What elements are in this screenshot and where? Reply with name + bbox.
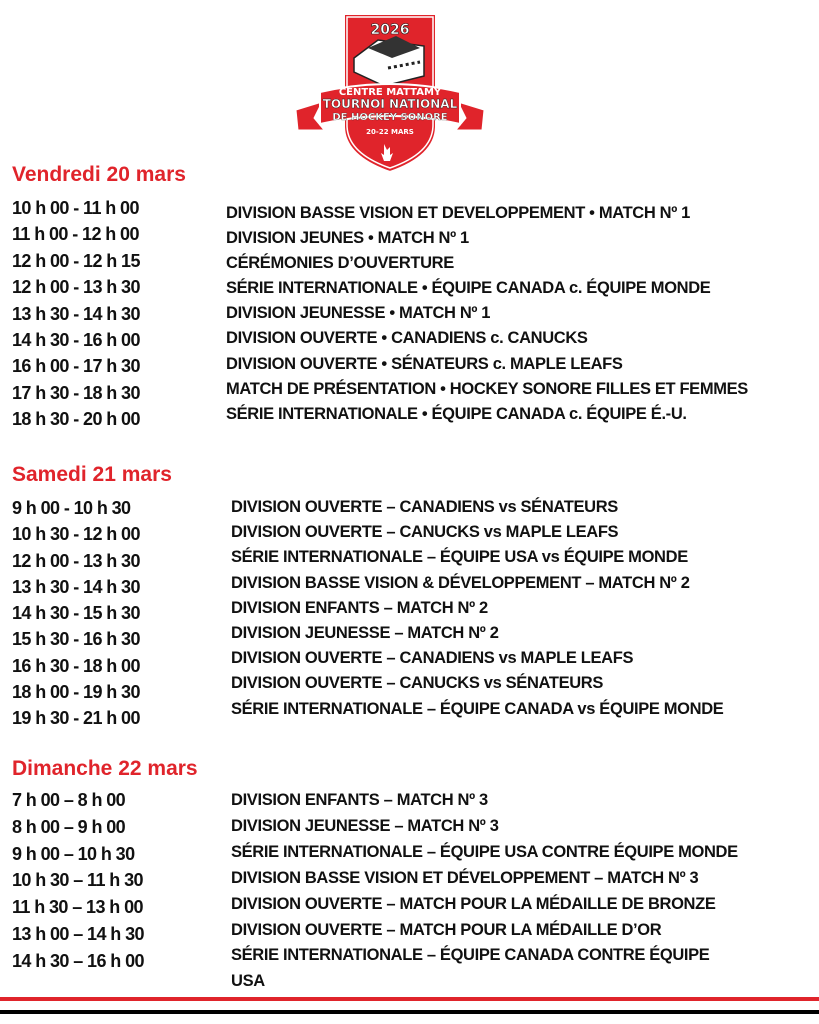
time-slot: 14 h 30 – 16 h 00 — [12, 950, 144, 971]
time-slot: 7 h 00 – 8 h 00 — [12, 790, 126, 810]
event-name: DIVISION OUVERTE – CANUCKS vs SÉNATEURS — [231, 674, 604, 693]
event-name: DIVISION OUVERTE • CANADIENS c. CANUCKS — [226, 329, 588, 348]
event-name: SÉRIE INTERNATIONALE • ÉQUIPE CANADA c. ÉQUIPE MONDE — [226, 279, 711, 298]
sunday-events — [231, 788, 738, 995]
time-slot: 12 h 00 - 13 h 30 — [12, 277, 140, 298]
time-slot: 10 h 00 - 11 h 00 — [12, 198, 139, 218]
saturday-events — [231, 495, 723, 722]
event-name: DIVISION OUVERTE – CANADIENS vs MAPLE LEAFS — [231, 649, 634, 668]
event-name: DIVISION OUVERTE – MATCH POUR LA MÉDAILLE DE BRONZE — [231, 894, 716, 913]
time-slot: 10 h 30 – 11 h 30 — [12, 870, 143, 891]
day-heading-saturday: Samedi 21 mars — [12, 463, 172, 486]
event-name: SÉRIE INTERNATIONALE – ÉQUIPE CANADA vs ÉQUIPE MONDE — [231, 699, 724, 718]
time-slot: 9 h 00 – 10 h 30 — [12, 843, 135, 864]
event-name: SÉRIE INTERNATIONALE • ÉQUIPE CANADA c. ÉQUIPE É.-U. — [226, 404, 687, 423]
event-name: DIVISION OUVERTE – MATCH POUR LA MÉDAILLE D’OR — [231, 920, 662, 939]
time-slot: 13 h 00 – 14 h 30 — [12, 923, 144, 944]
time-slot: 19 h 30 - 21 h 00 — [12, 708, 140, 728]
event-name: CÉRÉMONIES D’OUVERTURE — [226, 254, 454, 273]
time-slot: 12 h 00 - 13 h 30 — [12, 550, 140, 571]
sunday-times — [12, 787, 144, 975]
time-slot: 14 h 30 - 15 h 30 — [12, 603, 140, 623]
event-name: MATCH DE PRÉSENTATION • HOCKEY SONORE FILLES ET FEMMES — [226, 379, 748, 398]
logo-dates: 20-22 MARS — [366, 128, 414, 136]
event-name: SÉRIE INTERNATIONALE – ÉQUIPE CANADA CONTRE ÉQUIPE — [231, 946, 710, 965]
friday-events — [226, 201, 748, 427]
event-name: DIVISION OUVERTE • SÉNATEURS c. MAPLE LEAFS — [226, 354, 623, 373]
event-name: DIVISION JEUNESSE • MATCH Nº 1 — [226, 304, 491, 323]
time-slot: 18 h 00 - 19 h 30 — [12, 681, 140, 702]
time-slot: 11 h 30 – 13 h 00 — [12, 897, 143, 918]
red-divider — [0, 997, 819, 1001]
time-slot: 10 h 30 - 12 h 00 — [12, 524, 140, 545]
time-slot: 14 h 30 - 16 h 00 — [12, 330, 140, 351]
event-name: SÉRIE INTERNATIONALE – ÉQUIPE USA CONTRE ÉQUIPE MONDE — [231, 842, 738, 861]
event-name: DIVISION ENFANTS – MATCH Nº 3 — [231, 791, 488, 809]
event-name: DIVISION ENFANTS – MATCH Nº 2 — [231, 598, 488, 617]
tournament-logo — [292, 6, 488, 176]
event-name: DIVISION OUVERTE – CANADIENS vs SÉNATEURS — [231, 498, 618, 516]
time-slot: 15 h 30 - 16 h 30 — [12, 629, 140, 650]
day-heading-sunday: Dimanche 22 mars — [12, 757, 198, 780]
logo-line2: TOURNOI NATIONAL — [322, 97, 458, 111]
event-name: DIVISION BASSE VISION & DÉVELOPPEMENT – MATCH Nº 2 — [231, 573, 690, 592]
time-slot: 11 h 00 - 12 h 00 — [12, 224, 139, 245]
logo-year: 2026 — [370, 22, 410, 38]
time-slot: 13 h 30 - 14 h 30 — [12, 303, 140, 324]
logo-line1: CENTRE MATTAMY — [338, 87, 442, 98]
saturday-times — [12, 495, 140, 731]
day-heading-friday: Vendredi 20 mars — [12, 163, 186, 186]
friday-times — [12, 195, 140, 433]
event-name: DIVISION JEUNES • MATCH Nº 1 — [226, 229, 469, 248]
event-name: DIVISION BASSE VISION ET DÉVELOPPEMENT – MATCH Nº 3 — [231, 868, 699, 887]
event-name: DIVISION JEUNESSE – MATCH Nº 2 — [231, 624, 499, 643]
event-name: DIVISION JEUNESSE – MATCH Nº 3 — [231, 816, 499, 835]
logo-line3: DE HOCKEY SONORE — [332, 112, 448, 123]
time-slot: 12 h 00 - 12 h 15 — [12, 250, 140, 271]
time-slot: 8 h 00 – 9 h 00 — [12, 816, 126, 837]
event-name: DIVISION OUVERTE – CANUCKS vs MAPLE LEAFS — [231, 523, 619, 542]
time-slot: 16 h 30 - 18 h 00 — [12, 655, 140, 676]
event-name: USA — [231, 972, 265, 991]
event-name: DIVISION BASSE VISION ET DEVELOPPEMENT • MATCH Nº 1 — [226, 204, 690, 222]
time-slot: 16 h 00 - 17 h 30 — [12, 356, 140, 377]
time-slot: 9 h 00 - 10 h 30 — [12, 498, 131, 518]
time-slot: 18 h 30 - 20 h 00 — [12, 409, 140, 430]
time-slot: 13 h 30 - 14 h 30 — [12, 576, 140, 597]
event-name: SÉRIE INTERNATIONALE – ÉQUIPE USA vs ÉQUIPE MONDE — [231, 548, 688, 567]
black-divider — [0, 1010, 819, 1014]
time-slot: 17 h 30 - 18 h 30 — [12, 382, 140, 403]
